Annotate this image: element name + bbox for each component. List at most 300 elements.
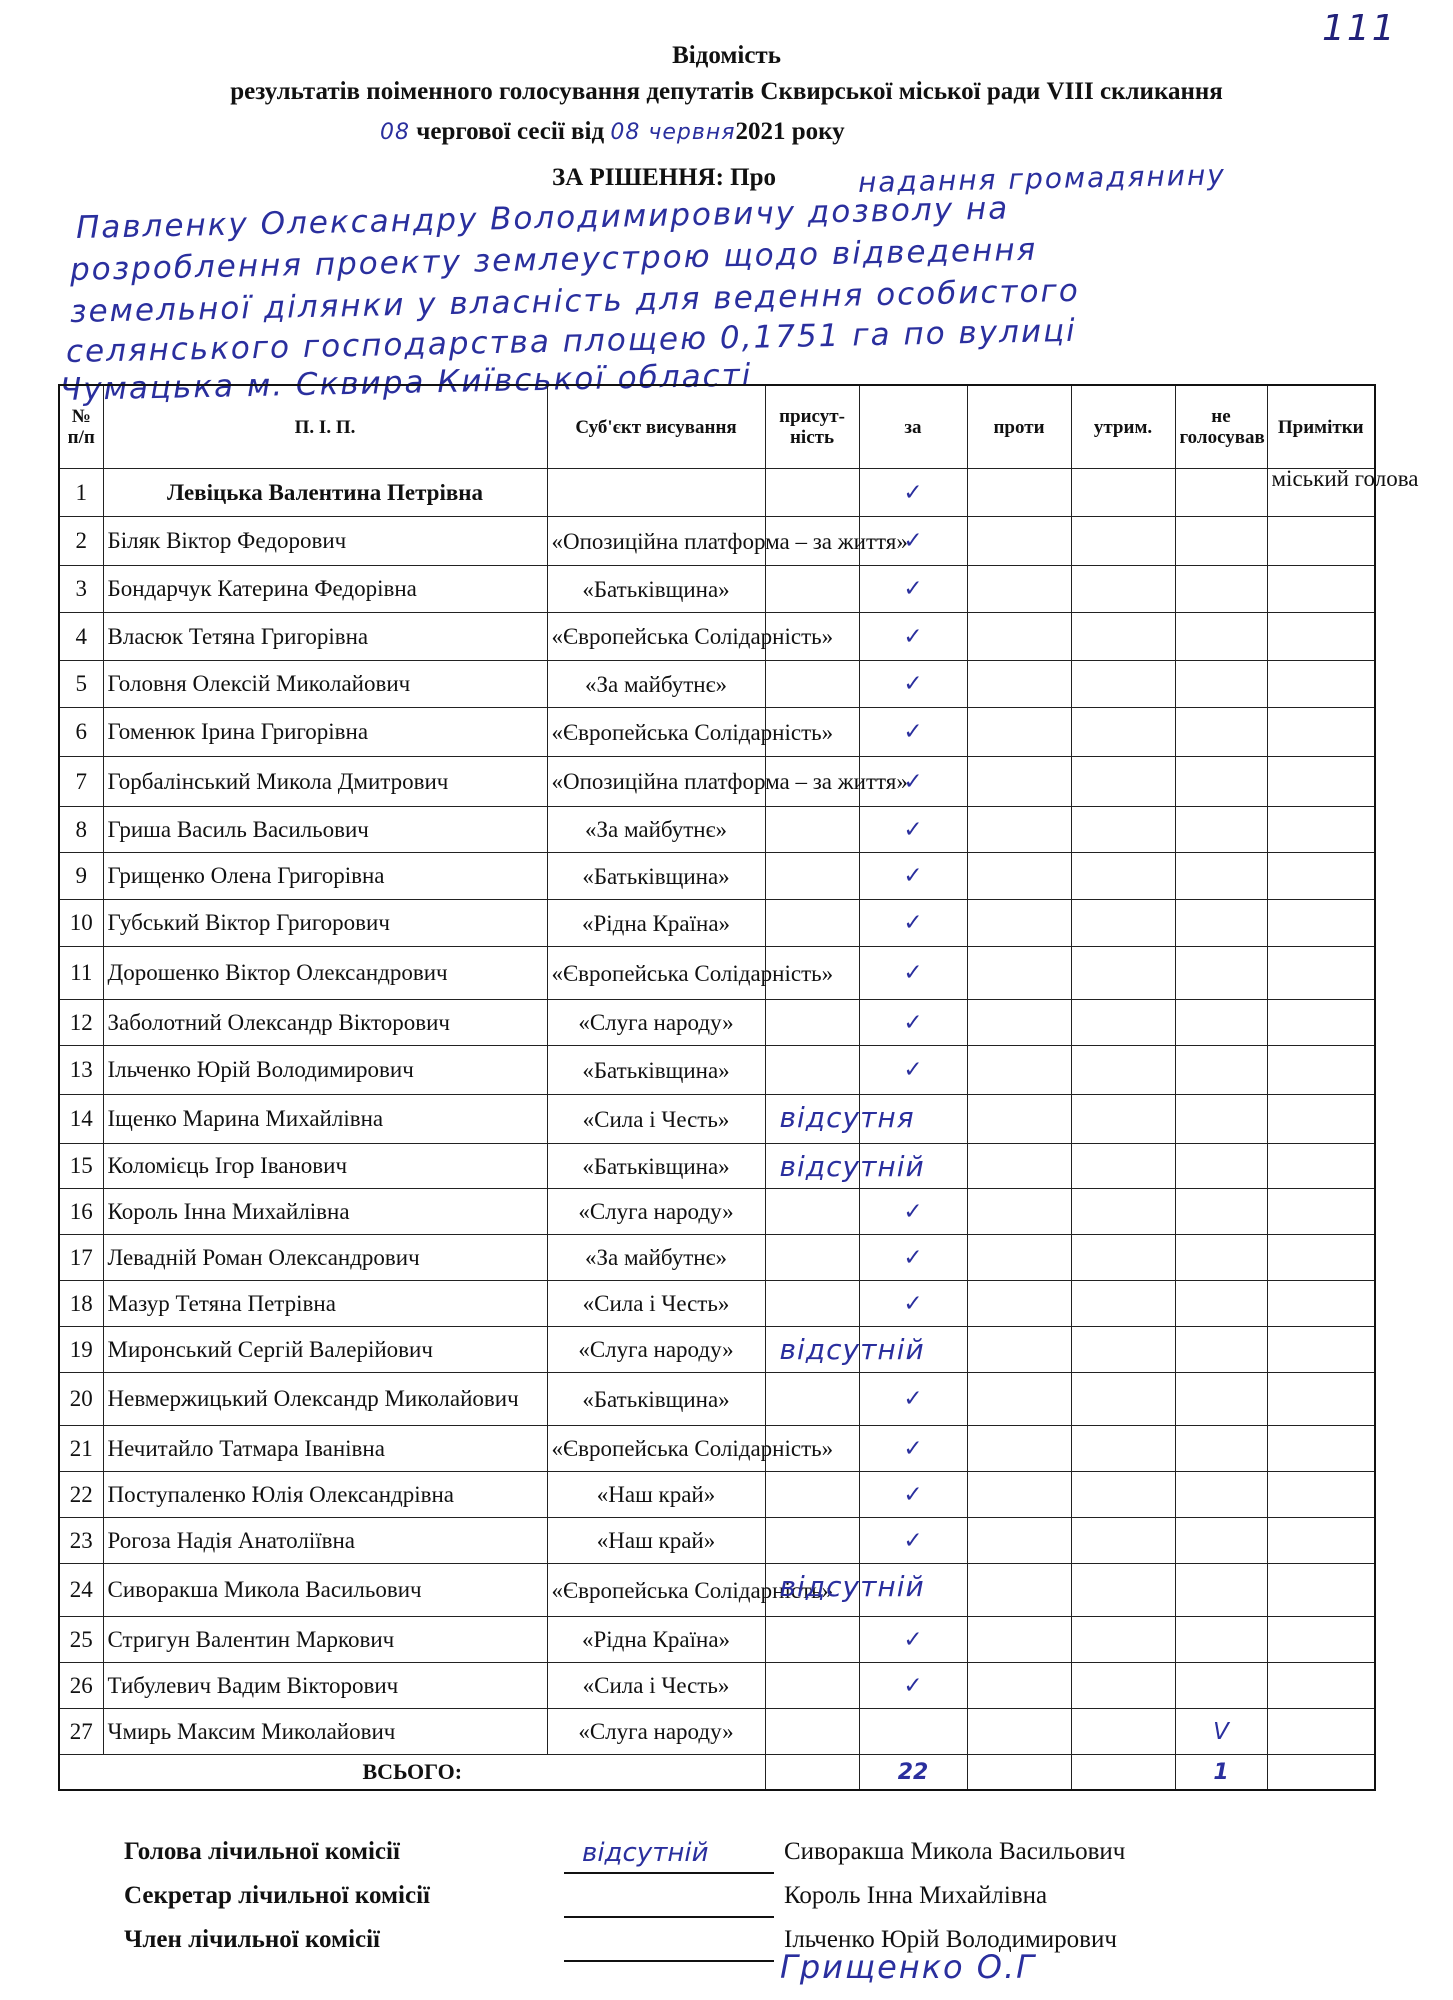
table-row	[59, 1617, 1375, 1663]
note-cell	[1267, 1327, 1375, 1373]
table-row	[59, 469, 1375, 517]
col-header-abstain: утрим.	[1071, 385, 1175, 469]
deputy-name: Миронський Сергій Валерійович	[103, 1327, 547, 1373]
vote-for-cell: ✓	[859, 1617, 967, 1663]
note-cell	[1267, 1617, 1375, 1663]
signature-line	[564, 1916, 774, 1918]
note-cell	[1267, 853, 1375, 900]
table-row	[59, 1144, 1375, 1189]
deputy-party: «Європейська Солідарність»	[547, 947, 765, 1000]
vote-not-voted-cell	[1175, 1426, 1267, 1472]
present-cell	[765, 1617, 859, 1663]
total-for: 22	[859, 1755, 967, 1791]
vote-against-cell	[967, 1617, 1071, 1663]
vote-against-cell	[967, 1373, 1071, 1426]
vote-not-voted-cell	[1175, 469, 1267, 517]
vote-abstain-cell	[1071, 1472, 1175, 1518]
vote-abstain-cell	[1071, 757, 1175, 807]
vote-for-cell: ✓	[859, 807, 967, 853]
col-header-for: за	[859, 385, 967, 469]
vote-not-voted-cell	[1175, 613, 1267, 661]
deputy-party: «За майбутнє»	[547, 1235, 765, 1281]
vote-not-voted-cell	[1175, 757, 1267, 807]
note-cell	[1267, 1472, 1375, 1518]
row-number: 2	[59, 517, 103, 566]
vote-not-voted-cell	[1175, 708, 1267, 757]
row-number: 26	[59, 1663, 103, 1709]
table-row	[59, 900, 1375, 947]
row-number: 4	[59, 613, 103, 661]
vote-against-cell	[967, 613, 1071, 661]
present-cell	[765, 1095, 915, 1144]
present-cell	[765, 469, 859, 517]
vote-not-voted-cell	[1175, 661, 1267, 708]
vote-for-cell: ✓	[859, 469, 967, 517]
present-cell	[765, 1046, 859, 1095]
vote-abstain-cell	[1071, 1373, 1175, 1426]
note-cell	[1267, 1564, 1375, 1617]
vote-abstain-cell	[1071, 1617, 1175, 1663]
decision-text-line: надання громадянину	[857, 158, 1227, 199]
vote-for-cell: ✓	[859, 517, 967, 566]
note-cell	[1267, 1046, 1375, 1095]
deputy-party: «Батьківщина»	[547, 566, 765, 613]
commission-row	[124, 1926, 1274, 1970]
table-row	[59, 1095, 1375, 1144]
commission-member-name: Король Інна Михайлівна	[784, 1882, 1048, 1909]
row-number: 20	[59, 1373, 103, 1426]
present-cell	[765, 1327, 925, 1373]
deputy-party: «Рідна Країна»	[547, 900, 765, 947]
total-against	[967, 1755, 1071, 1791]
row-number: 17	[59, 1235, 103, 1281]
deputy-name: Поступаленко Юлія Олександрівна	[103, 1472, 547, 1518]
vote-abstain-cell	[1071, 566, 1175, 613]
total-abstain	[1071, 1755, 1175, 1791]
present-cell	[765, 900, 859, 947]
deputy-name: Невмержицький Олександр Миколайович	[103, 1373, 547, 1426]
deputy-party	[547, 469, 765, 517]
vote-not-voted-cell	[1175, 1281, 1267, 1327]
vote-abstain-cell	[1071, 613, 1175, 661]
note-cell	[1267, 613, 1375, 661]
vote-not-voted-cell	[1175, 807, 1267, 853]
present-cell	[765, 1472, 859, 1518]
table-row	[59, 807, 1375, 853]
col-header-against: проти	[967, 385, 1071, 469]
deputy-name: Гриша Василь Васильович	[103, 807, 547, 853]
absent-mark: відсутній	[779, 1333, 925, 1366]
vote-abstain-cell	[1071, 661, 1175, 708]
present-cell	[765, 1000, 859, 1046]
vote-against-cell	[967, 469, 1071, 517]
vote-against-cell	[967, 1663, 1071, 1709]
vote-not-voted-cell	[1175, 853, 1267, 900]
table-row	[59, 613, 1375, 661]
vote-for-cell: ✓	[859, 613, 967, 661]
note-cell	[1267, 900, 1375, 947]
vote-for-cell: ✓	[859, 661, 967, 708]
vote-abstain-cell	[1071, 1426, 1175, 1472]
vote-for-cell: ✓	[859, 1189, 967, 1235]
table-row	[59, 1235, 1375, 1281]
absent-mark: відсутня	[779, 1101, 915, 1134]
vote-for-cell: ✓	[859, 900, 967, 947]
vote-abstain-cell	[1071, 708, 1175, 757]
col-header-not-voted: не голосував	[1175, 385, 1267, 469]
vote-against-cell	[967, 1327, 1071, 1373]
vote-against-cell	[967, 900, 1071, 947]
present-cell	[765, 1564, 925, 1617]
deputy-party: «Європейська Солідарність»	[547, 613, 765, 661]
vote-not-voted-cell	[1175, 1617, 1267, 1663]
deputy-name: Горбалінський Микола Дмитрович	[103, 757, 547, 807]
vote-abstain-cell	[1071, 1709, 1175, 1755]
deputy-name: Губський Віктор Григорович	[103, 900, 547, 947]
note-cell	[1267, 947, 1375, 1000]
present-cell	[765, 1518, 859, 1564]
vote-against-cell	[967, 947, 1071, 1000]
vote-for-cell: ✓	[859, 947, 967, 1000]
deputy-party: «Європейська Солідарність»	[547, 1426, 765, 1472]
vote-for-cell: ✓	[859, 1426, 967, 1472]
vote-against-cell	[967, 1144, 1071, 1189]
vote-against-cell	[967, 1426, 1071, 1472]
note-cell	[1267, 1235, 1375, 1281]
deputy-party: «Європейська Солідарність»	[547, 1564, 765, 1617]
deputy-party: «Слуга народу»	[547, 1189, 765, 1235]
vote-abstain-cell	[1071, 853, 1175, 900]
deputy-name: Король Інна Михайлівна	[103, 1189, 547, 1235]
page-number: 111	[1322, 8, 1397, 49]
note-cell	[1267, 1000, 1375, 1046]
deputy-party: «Сила і Честь»	[547, 1281, 765, 1327]
vote-against-cell	[967, 1235, 1071, 1281]
vote-for-cell: ✓	[859, 757, 967, 807]
commission-role: Член лічильної комісії	[124, 1926, 381, 1953]
note-cell: міський голова	[1267, 469, 1375, 517]
vote-abstain-cell	[1071, 807, 1175, 853]
vote-for-cell: ✓	[859, 1518, 967, 1564]
table-row	[59, 757, 1375, 807]
table-row	[59, 1046, 1375, 1095]
note-cell	[1267, 807, 1375, 853]
deputy-party: «Опозиційна платформа – за життя»	[547, 757, 765, 807]
present-cell	[765, 1189, 859, 1235]
present-cell	[765, 661, 859, 708]
absent-mark: відсутній	[779, 1570, 925, 1603]
vote-for-cell: ✓	[859, 708, 967, 757]
vote-for-cell	[859, 1709, 967, 1755]
table-row	[59, 1281, 1375, 1327]
col-header-present: присут-ність	[765, 385, 859, 469]
row-number: 5	[59, 661, 103, 708]
vote-abstain-cell	[1071, 1095, 1175, 1144]
row-number: 1	[59, 469, 103, 517]
row-number: 16	[59, 1189, 103, 1235]
decision-label: ЗА РІШЕННЯ: Про	[552, 164, 776, 191]
row-number: 25	[59, 1617, 103, 1663]
commission-row	[124, 1838, 1274, 1882]
vote-abstain-cell	[1071, 1327, 1175, 1373]
row-number: 13	[59, 1046, 103, 1095]
deputy-name: Нечитайло Татмара Іванівна	[103, 1426, 547, 1472]
vote-for-cell: ✓	[859, 1373, 967, 1426]
deputy-name: Сиворакша Микола Васильович	[103, 1564, 547, 1617]
vote-for-cell: ✓	[859, 1000, 967, 1046]
session-date: 08 червня	[610, 120, 736, 145]
vote-abstain-cell	[1071, 1518, 1175, 1564]
vote-not-voted-cell	[1175, 517, 1267, 566]
table-row	[59, 708, 1375, 757]
table-row	[59, 1472, 1375, 1518]
note-cell	[1267, 1426, 1375, 1472]
vote-abstain-cell	[1071, 1564, 1175, 1617]
vote-against-cell	[967, 1564, 1071, 1617]
note-cell	[1267, 1144, 1375, 1189]
deputy-name: Чмирь Максим Миколайович	[103, 1709, 547, 1755]
deputy-party: «За майбутнє»	[547, 807, 765, 853]
deputy-name: Мазур Тетяна Петрівна	[103, 1281, 547, 1327]
vote-for-cell: ✓	[859, 1472, 967, 1518]
deputy-name: Тибулевич Вадим Вікторович	[103, 1663, 547, 1709]
deputy-party: «Європейська Солідарність»	[547, 708, 765, 757]
vote-not-voted-cell	[1175, 1235, 1267, 1281]
row-number: 14	[59, 1095, 103, 1144]
col-header-note: Примітки	[1267, 385, 1375, 469]
vote-against-cell	[967, 807, 1071, 853]
present-cell	[765, 853, 859, 900]
deputy-name: Ільченко Юрій Володимирович	[103, 1046, 547, 1095]
row-number: 24	[59, 1564, 103, 1617]
vote-against-cell	[967, 1281, 1071, 1327]
deputy-name: Рогоза Надія Анатоліївна	[103, 1518, 547, 1564]
row-number: 3	[59, 566, 103, 613]
document-subtitle: результатів поіменного голосування депутатів Сквирської міської ради VIII скликання	[230, 78, 1223, 105]
table-row	[59, 661, 1375, 708]
vote-against-cell	[967, 566, 1071, 613]
vote-against-cell	[967, 1095, 1071, 1144]
deputy-name: Грищенко Олена Григорівна	[103, 853, 547, 900]
vote-against-cell	[967, 1189, 1071, 1235]
row-number: 11	[59, 947, 103, 1000]
present-cell	[765, 566, 859, 613]
vote-for-cell: ✓	[859, 1281, 967, 1327]
present-cell	[765, 1144, 925, 1189]
table-row	[59, 1663, 1375, 1709]
signature-line	[564, 1960, 774, 1962]
vote-for-cell: ✓	[859, 566, 967, 613]
row-number: 27	[59, 1709, 103, 1755]
deputy-party: «Сила і Честь»	[547, 1095, 765, 1144]
vote-abstain-cell	[1071, 947, 1175, 1000]
vote-abstain-cell	[1071, 1189, 1175, 1235]
vote-against-cell	[967, 1709, 1071, 1755]
row-number: 6	[59, 708, 103, 757]
deputy-name: Біляк Віктор Федорович	[103, 517, 547, 566]
note-cell	[1267, 1281, 1375, 1327]
present-cell	[765, 807, 859, 853]
document-title: Відомість	[672, 42, 781, 69]
note-cell	[1267, 708, 1375, 757]
vote-against-cell	[967, 1046, 1071, 1095]
note-cell	[1267, 661, 1375, 708]
deputy-name: Заболотний Олександр Вікторович	[103, 1000, 547, 1046]
vote-against-cell	[967, 1518, 1071, 1564]
table-header-row	[59, 385, 1375, 469]
present-cell	[765, 1235, 859, 1281]
table-row	[59, 1189, 1375, 1235]
note-cell	[1267, 757, 1375, 807]
deputy-party: «За майбутнє»	[547, 661, 765, 708]
total-note	[1267, 1755, 1375, 1791]
vote-for-cell: ✓	[859, 853, 967, 900]
vote-not-voted-cell	[1175, 1000, 1267, 1046]
deputy-name: Левадній Роман Олександрович	[103, 1235, 547, 1281]
vote-not-voted-cell	[1175, 1327, 1267, 1373]
vote-not-voted-cell	[1175, 900, 1267, 947]
total-row	[59, 1755, 1375, 1791]
vote-not-voted-cell	[1175, 1663, 1267, 1709]
vote-not-voted-cell	[1175, 1144, 1267, 1189]
deputy-party: «Слуга народу»	[547, 1327, 765, 1373]
vote-not-voted-cell	[1175, 566, 1267, 613]
note-cell	[1267, 517, 1375, 566]
decision-text-line: Чумацька м. Сквира Київської області	[59, 357, 753, 408]
vote-abstain-cell	[1071, 517, 1175, 566]
table-row	[59, 1426, 1375, 1472]
vote-abstain-cell	[1071, 1235, 1175, 1281]
row-number: 22	[59, 1472, 103, 1518]
table-row	[59, 1373, 1375, 1426]
row-number: 18	[59, 1281, 103, 1327]
commission-row	[124, 1882, 1274, 1926]
row-number: 8	[59, 807, 103, 853]
table-row	[59, 947, 1375, 1000]
deputy-party: «Сила і Честь»	[547, 1663, 765, 1709]
vote-abstain-cell	[1071, 1663, 1175, 1709]
vote-for-cell: ✓	[859, 1235, 967, 1281]
vote-against-cell	[967, 853, 1071, 900]
present-cell	[765, 1281, 859, 1327]
vote-not-voted-cell	[1175, 1046, 1267, 1095]
table-row	[59, 1709, 1375, 1755]
total-not-voted: 1	[1175, 1755, 1267, 1791]
table-row	[59, 517, 1375, 566]
table-row	[59, 566, 1375, 613]
note-cell	[1267, 1373, 1375, 1426]
deputy-name: Власюк Тетяна Григорівна	[103, 613, 547, 661]
deputy-party: «Слуга народу»	[547, 1000, 765, 1046]
deputy-party: «Батьківщина»	[547, 853, 765, 900]
table-row	[59, 853, 1375, 900]
row-number: 21	[59, 1426, 103, 1472]
deputy-name: Стригун Валентин Маркович	[103, 1617, 547, 1663]
vote-against-cell	[967, 757, 1071, 807]
signature-line	[564, 1872, 774, 1874]
present-cell	[765, 1709, 859, 1755]
total-present	[765, 1755, 859, 1791]
deputy-name: Коломієць Ігор Іванович	[103, 1144, 547, 1189]
deputy-party: «Батьківщина»	[547, 1373, 765, 1426]
vote-not-voted-cell	[1175, 1095, 1267, 1144]
col-header-party: Суб'єкт висування	[547, 385, 765, 469]
vote-against-cell	[967, 1000, 1071, 1046]
commission-member-name: Сиворакша Микола Васильович	[784, 1838, 1126, 1865]
vote-not-voted-cell	[1175, 1518, 1267, 1564]
vote-not-voted-cell	[1175, 1373, 1267, 1426]
vote-against-cell	[967, 661, 1071, 708]
deputy-name: Головня Олексій Миколайович	[103, 661, 547, 708]
deputy-name: Бондарчук Катерина Федорівна	[103, 566, 547, 613]
vote-abstain-cell	[1071, 1000, 1175, 1046]
vote-not-voted-cell	[1175, 1564, 1267, 1617]
row-number: 9	[59, 853, 103, 900]
row-number: 7	[59, 757, 103, 807]
table-row	[59, 1518, 1375, 1564]
vote-abstain-cell	[1071, 1144, 1175, 1189]
deputy-party: «Батьківщина»	[547, 1046, 765, 1095]
row-number: 23	[59, 1518, 103, 1564]
session-number: 08	[380, 120, 410, 145]
vote-abstain-cell	[1071, 469, 1175, 517]
vote-abstain-cell	[1071, 900, 1175, 947]
row-number: 12	[59, 1000, 103, 1046]
note-cell	[1267, 1095, 1375, 1144]
vote-against-cell	[967, 517, 1071, 566]
voting-table	[58, 384, 1419, 1791]
commission-role: Голова лічильної комісії	[124, 1838, 400, 1865]
note-cell	[1267, 566, 1375, 613]
vote-abstain-cell	[1071, 1281, 1175, 1327]
deputy-name: Іщенко Марина Михайлівна	[103, 1095, 547, 1144]
decision-text-line: селянського господарства площею 0,1751 га по вулиці	[65, 312, 1078, 370]
vote-against-cell	[967, 1472, 1071, 1518]
col-header-name: П. І. П.	[103, 385, 547, 469]
vote-abstain-cell	[1071, 1046, 1175, 1095]
deputy-party: «Наш край»	[547, 1472, 765, 1518]
vote-not-voted-cell	[1175, 1189, 1267, 1235]
note-cell	[1267, 1663, 1375, 1709]
deputy-name: Гоменюк Ірина Григорівна	[103, 708, 547, 757]
table-row	[59, 1564, 1375, 1617]
deputy-party: «Наш край»	[547, 1518, 765, 1564]
deputy-name: Дорошенко Віктор Олександрович	[103, 947, 547, 1000]
commission-signature: відсутній	[582, 1838, 709, 1868]
vote-not-voted-cell	[1175, 1472, 1267, 1518]
absent-mark: відсутній	[779, 1150, 925, 1183]
row-number: 10	[59, 900, 103, 947]
decision-text-line: земельної ділянки у власність для ведення особистого	[69, 272, 1081, 330]
col-header-num: № п/п	[59, 385, 103, 469]
deputy-name: Левіцька Валентина Петрівна	[103, 469, 547, 517]
note-cell	[1267, 1189, 1375, 1235]
present-cell	[765, 1663, 859, 1709]
handwritten-signature: Грищенко О.Г	[780, 1948, 1036, 1986]
decision-text-line: розроблення проекту землеустрою щодо відведення	[69, 231, 1038, 288]
commission-member-name: Ільченко Юрій Володимирович	[784, 1926, 1117, 1953]
commission-role: Секретар лічильної комісії	[124, 1882, 430, 1909]
vote-not-voted-cell	[1175, 947, 1267, 1000]
deputy-party: «Рідна Країна»	[547, 1617, 765, 1663]
present-cell	[765, 1373, 859, 1426]
total-label: ВСЬОГО:	[59, 1755, 765, 1791]
table-row	[59, 1000, 1375, 1046]
deputy-party: «Батьківщина»	[547, 1144, 765, 1189]
deputy-party: «Опозиційна платформа – за життя»	[547, 517, 765, 566]
vote-against-cell	[967, 708, 1071, 757]
session-line	[380, 118, 845, 146]
